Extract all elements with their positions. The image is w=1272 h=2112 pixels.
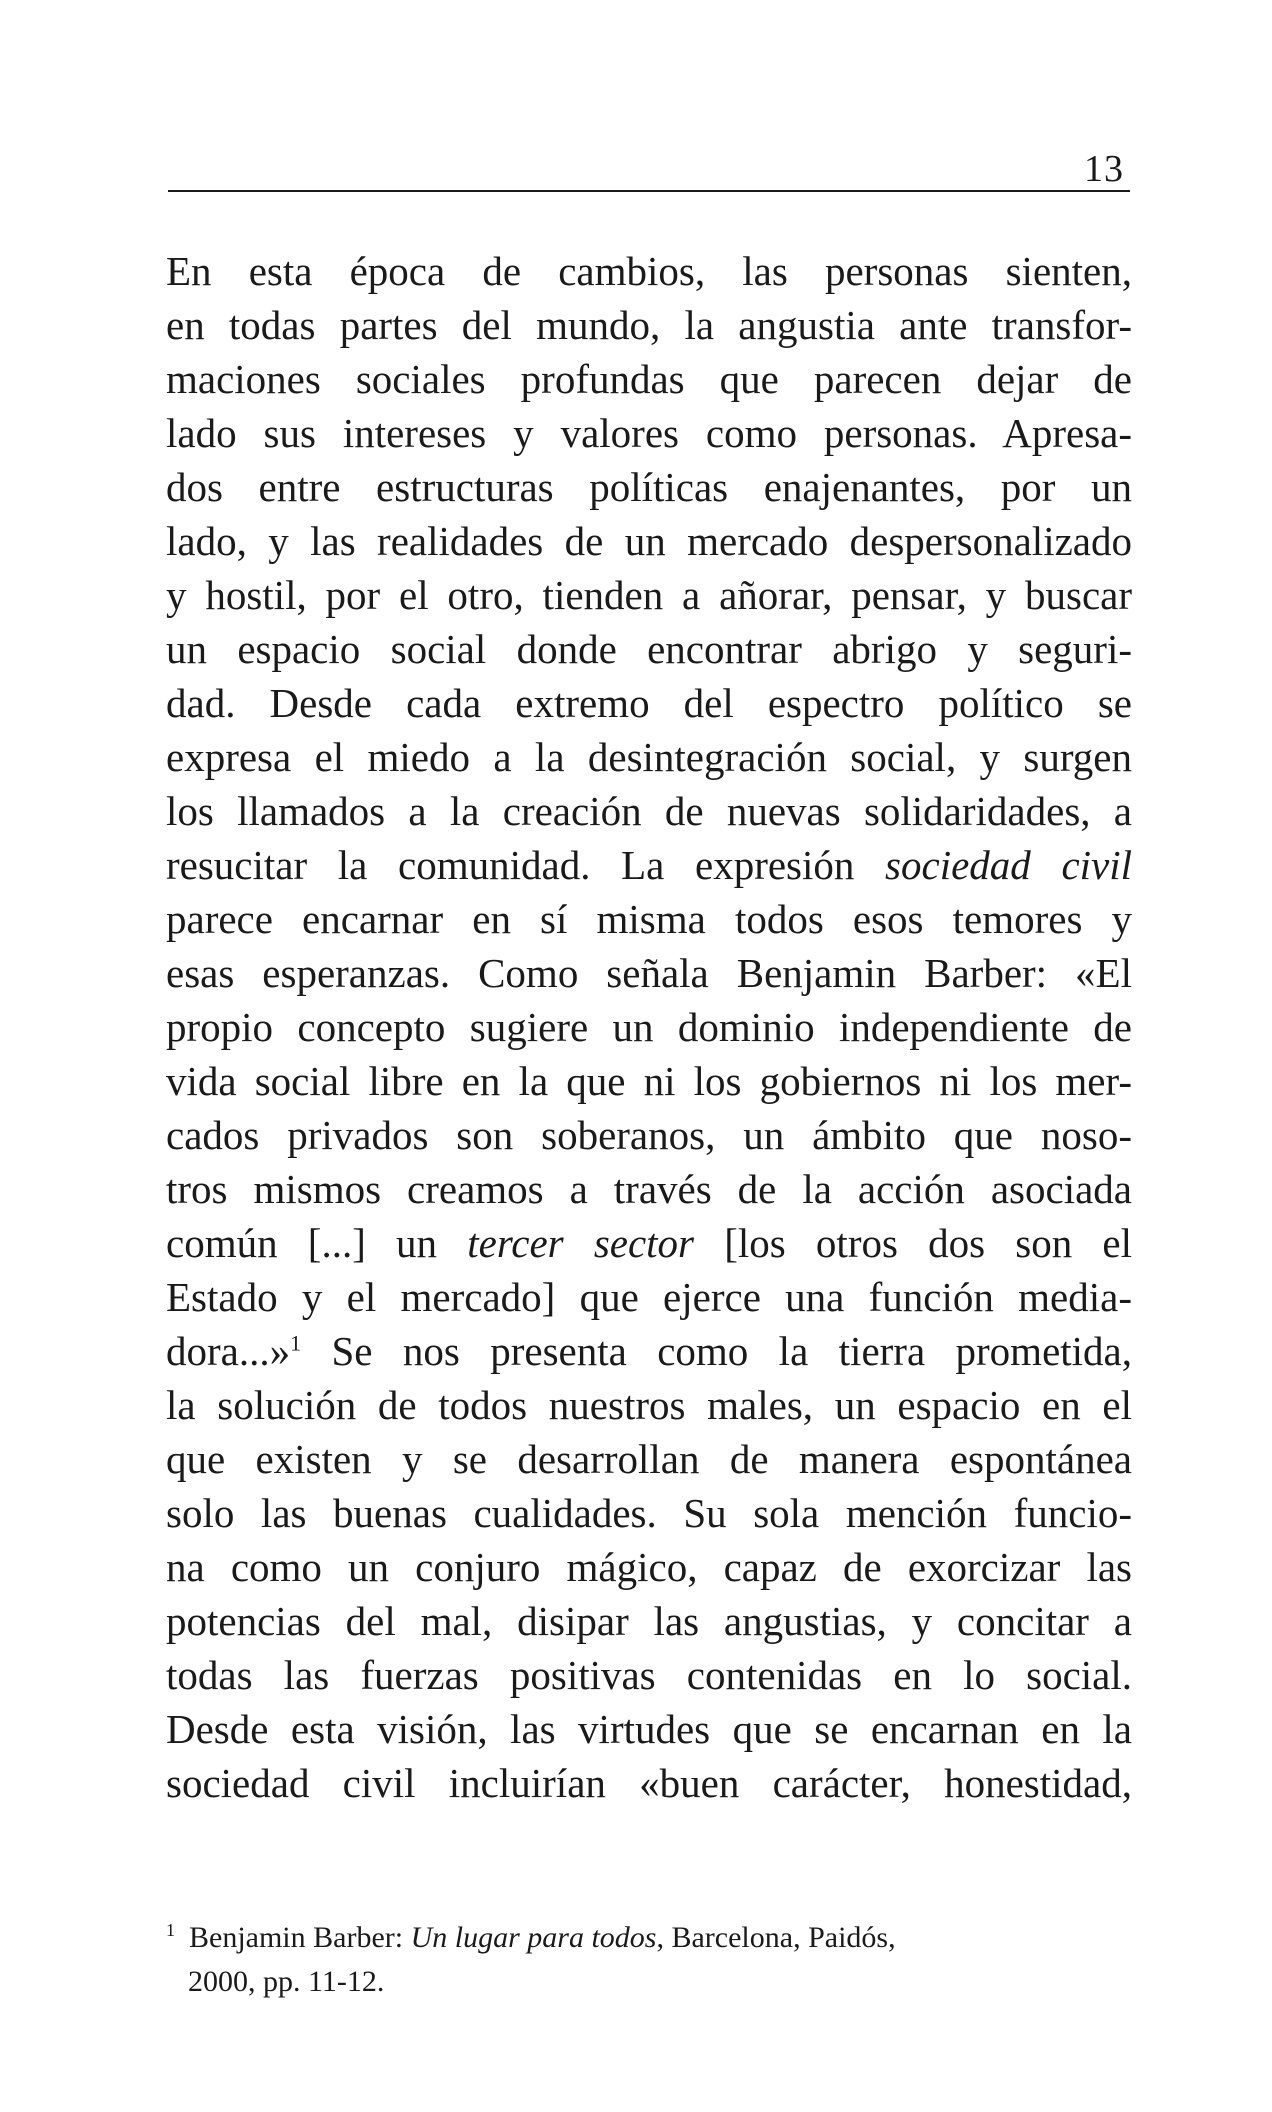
text-segment: común [...] un <box>166 1220 438 1266</box>
text-line: en todas partes del mundo, la angustia ante transfor- <box>166 302 1132 348</box>
text-line: sociedad civil incluirían «buen carácter, honestidad, <box>166 1760 1132 1806</box>
text-line: todas las fuerzas positivas contenidas en lo social. <box>166 1652 1132 1698</box>
text-line-with-footnote-ref <box>166 1324 1132 1378</box>
footnote-title: Un lugar para todos <box>410 1921 657 1954</box>
text-line: esas esperanzas. Como señala Benjamin Barber: «El <box>166 950 1132 996</box>
text-line: dad. Desde cada extremo del espectro político se <box>166 680 1132 726</box>
text-line: la solución de todos nuestros males, un espacio en el <box>166 1382 1132 1428</box>
text-line: y hostil, por el otro, tienden a añorar, pensar, y buscar <box>166 572 1132 618</box>
text-segment: dora...» <box>166 1328 291 1374</box>
text-line: un espacio social donde encontrar abrigo y seguri- <box>166 626 1132 672</box>
page-number: 13 <box>1084 148 1124 190</box>
text-segment: [los otros dos son el <box>724 1220 1133 1266</box>
footnote-mark: 1 <box>166 1920 175 1940</box>
text-line-with-italic <box>166 1216 1132 1270</box>
text-line: vida social libre en la que ni los gobiernos ni los mer- <box>166 1058 1132 1104</box>
text-line: maciones sociales profundas que parecen dejar de <box>166 356 1132 402</box>
text-line: que existen y se desarrollan de manera espontánea <box>166 1436 1132 1482</box>
footnote-author: Benjamin Barber: <box>189 1921 404 1954</box>
footnote-reference[interactable]: 1 <box>290 1330 302 1356</box>
text-line: na como un conjuro mágico, capaz de exorcizar las <box>166 1544 1132 1590</box>
text-line-with-italic <box>166 838 1132 892</box>
text-line: dos entre estructuras políticas enajenantes, por un <box>166 464 1132 510</box>
main-paragraph <box>166 244 1132 1810</box>
footnote <box>166 1916 1132 2004</box>
text-line: tros mismos creamos a través de la acción asociada <box>166 1166 1132 1212</box>
footnote-pages: 2000, pp. 11-12. <box>188 1965 385 1998</box>
text-line: los llamados a la creación de nuevas solidaridades, a <box>166 788 1132 834</box>
text-line: parece encarnar en sí misma todos esos temores y <box>166 896 1132 942</box>
text-line: propio concepto sugiere un dominio independiente de <box>166 1004 1132 1050</box>
text-line: lado, y las realidades de un mercado despersonalizado <box>166 518 1132 564</box>
text-line: cados privados son soberanos, un ámbito que noso- <box>166 1112 1132 1158</box>
text-line: Desde esta visión, las virtudes que se encarnan en la <box>166 1706 1132 1752</box>
italic-term: sociedad civil <box>885 842 1133 888</box>
text-line: expresa el miedo a la desintegración social, y surgen <box>166 734 1132 780</box>
text-segment: resucitar la comunidad. La expresión <box>166 842 855 888</box>
text-line: En esta época de cambios, las personas sienten, <box>166 248 1132 294</box>
text-line: lado sus intereses y valores como personas. Apresa- <box>166 410 1132 456</box>
footnote-publisher: , Barcelona, Paidós, <box>656 1921 896 1954</box>
italic-term: tercer sector <box>467 1220 695 1266</box>
text-line: potencias del mal, disipar las angustias, y concitar a <box>166 1598 1132 1644</box>
text-line: solo las buenas cualidades. Su sola mención funcio- <box>166 1490 1132 1536</box>
header-rule <box>168 190 1130 192</box>
text-segment: Se nos presenta como la tierra prometida, <box>331 1328 1133 1374</box>
text-line: Estado y el mercado] que ejerce una función media- <box>166 1274 1132 1320</box>
